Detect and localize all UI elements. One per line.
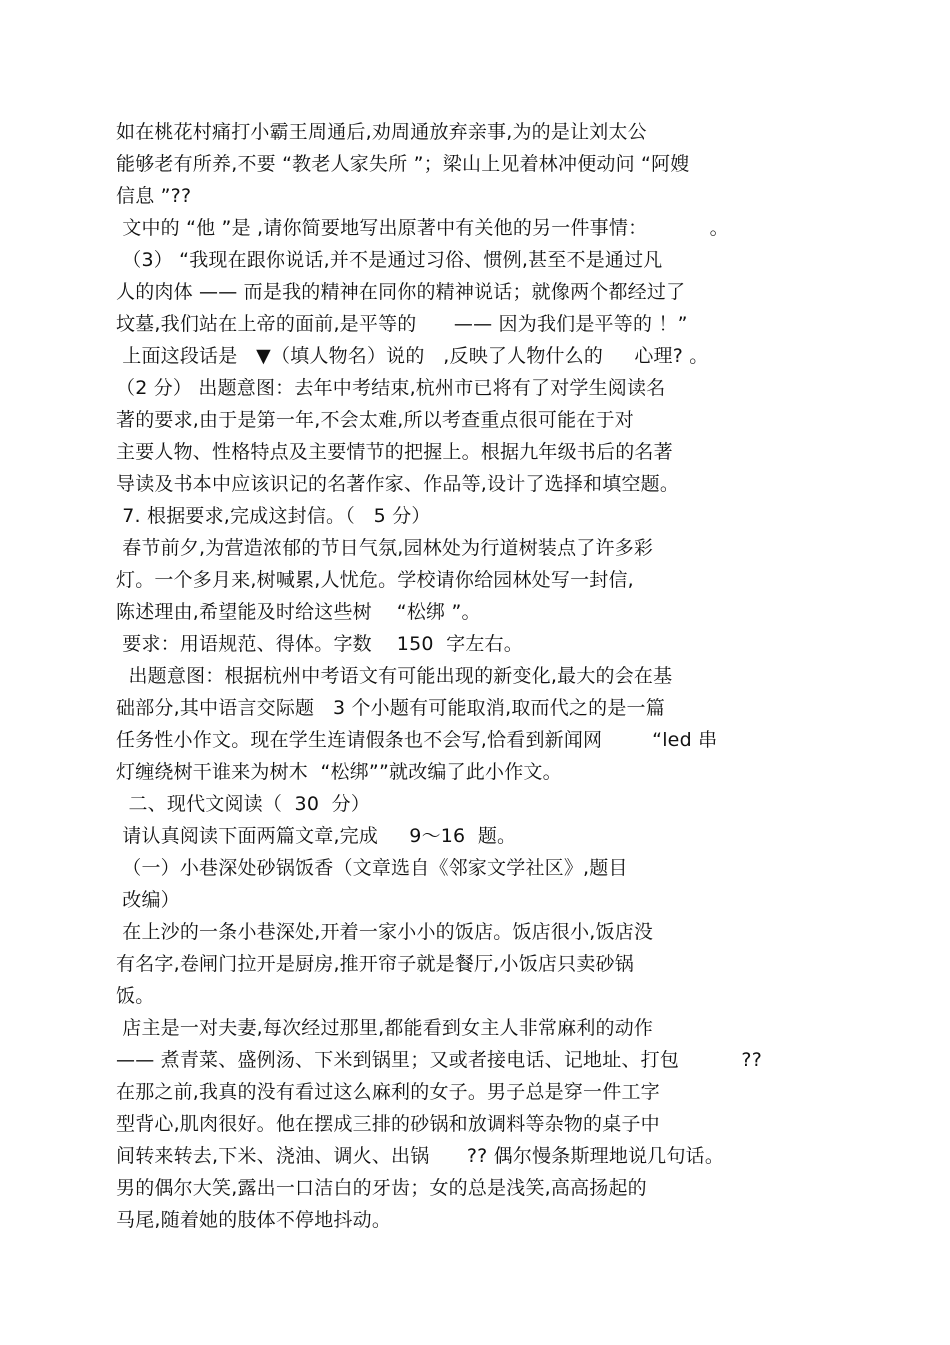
text-line: 男的偶尔大笑,露出一口洁白的牙齿；女的总是浅笑,高高扬起的 bbox=[116, 1177, 647, 1199]
text-line: （3） “我现在跟你说话,并不是通过习俗、惯例,甚至不是通过凡 bbox=[116, 249, 663, 271]
text-line: 灯缠绕树干谁来为树木 “松绑””就改编了此小作文。 bbox=[116, 761, 562, 783]
text-line: 灯。一个多月来,树喊累,人忧危。学校请你给园林处写一封信, bbox=[116, 569, 634, 591]
text-line: 如在桃花村痛打小霸王周通后,劝周通放弃亲事,为的是让刘太公 bbox=[116, 121, 647, 143]
text-line: 要求：用语规范、得体。字数 150 字左右。 bbox=[116, 633, 523, 655]
text-line: 饭。 bbox=[116, 985, 155, 1007]
article-title: 改编） bbox=[116, 889, 180, 911]
text-line: 间转来转去,下米、浇油、调火、出锅 ?? 偶尔慢条斯理地说几句话。 bbox=[116, 1145, 725, 1167]
text-line: 马尾,随着她的肢体不停地抖动。 bbox=[116, 1209, 392, 1231]
text-line: 上面这段话是 ▼（填人物名）说的 ,反映了人物什么的 心理? 。 bbox=[116, 345, 709, 367]
text-line: （2 分） 出题意图：去年中考结束,杭州市已将有了对学生阅读名 bbox=[116, 377, 666, 399]
text-line: 坟墓,我们站在上帝的面前,是平等的 —— 因为我们是平等的 ！” bbox=[116, 313, 688, 335]
text-line: 信息 ”?? bbox=[116, 185, 192, 207]
text-line: 出题意图：根据杭州中考语文有可能出现的新变化,最大的会在基 bbox=[116, 665, 673, 687]
text-line: 础部分,其中语言交际题 3 个小题有可能取消,取而代之的是一篇 bbox=[116, 697, 665, 719]
text-line: 型背心,肌肉很好。他在摆成三排的砂锅和放调料等杂物的桌子中 bbox=[116, 1113, 660, 1135]
text-line: 导读及书本中应该识记的名著作家、作品等,设计了选择和填空题。 bbox=[116, 473, 680, 495]
text-line: 著的要求,由于是第一年,不会太难,所以考查重点很可能在于对 bbox=[116, 409, 634, 431]
text-line: 春节前夕,为营造浓郁的节日气氛,园林处为行道树装点了许多彩 bbox=[116, 537, 654, 559]
text-line: 请认真阅读下面两篇文章,完成 9～16 题。 bbox=[116, 825, 517, 847]
text-line: 有名字,卷闸门拉开是厨房,推开帘子就是餐厅,小饭店只卖砂锅 bbox=[116, 953, 634, 975]
text-line: 陈述理由,希望能及时给这些树 “松绑 ”。 bbox=[116, 601, 481, 623]
text-line: 主要人物、性格特点及主要情节的把握上。根据九年级书后的名著 bbox=[116, 441, 673, 463]
text-line: 能够老有所养,不要 “教老人家失所 ”；梁山上见着林冲便动问 “阿嫂 bbox=[116, 153, 690, 175]
text-line: 在那之前,我真的没有看过这么麻利的女子。男子总是穿一件工字 bbox=[116, 1081, 660, 1103]
text-line: 文中的 “他 ”是 ,请你简要地写出原著中有关他的另一件事情： 。 bbox=[116, 217, 729, 239]
text-line: 任务性小作文。现在学生连请假条也不会写,恰看到新闻网 “led 串 bbox=[116, 729, 718, 751]
text-line: 在上沙的一条小巷深处,开着一家小小的饭店。饭店很小,饭店没 bbox=[116, 921, 654, 943]
section-heading: 二、现代文阅读（ 30 分） bbox=[116, 793, 371, 815]
question-heading: 7. 根据要求,完成这封信。（ 5 分） bbox=[116, 505, 431, 527]
article-title: （一）小巷深处砂锅饭香（文章选自《邻家文学社区》,题目 bbox=[116, 857, 628, 879]
text-line: —— 煮青菜、盛例汤、下米到锅里；又或者接电话、记地址、打包 ?? bbox=[116, 1049, 763, 1071]
text-line: 人的肉体 —— 而是我的精神在同你的精神说话；就像两个都经过了 bbox=[116, 281, 686, 303]
text-line: 店主是一对夫妻,每次经过那里,都能看到女主人非常麻利的动作 bbox=[116, 1017, 654, 1039]
